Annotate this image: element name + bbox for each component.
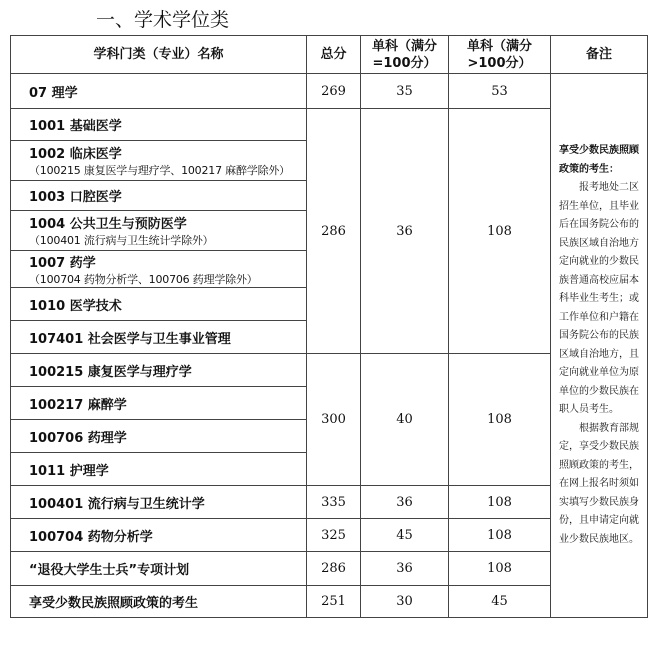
remark-paragraph: 报考地处二区招生单位，且毕业后在国务院公布的民族区域自治地方定向就业的少数民族普通高校应届本科毕业生考生；或工作单位和户籍在国务院公布的民族区域自治地方，且定向就业单位为原单位的少数民族在职人员考生。 [559, 182, 639, 415]
single-over-100-cell: 108 [449, 552, 551, 586]
subject-cell: 100217 麻醉学 [11, 387, 307, 420]
subject-cell: 1002 临床医学 （100215 康复医学与理疗学、100217 麻醉学除外） [11, 141, 307, 181]
header-subject: 学科门类（专业）名称 [11, 36, 307, 74]
subject-cell: 100401 流行病与卫生统计学 [11, 486, 307, 519]
remark-title: 享受少数民族照顾政策的考生： [559, 145, 639, 175]
total-cell: 251 [307, 586, 361, 618]
subject-cell: 100706 药理学 [11, 420, 307, 453]
subject-cell: 1001 基础医学 [11, 109, 307, 141]
subject-cell: 享受少数民族照顾政策的考生 [11, 586, 307, 618]
single-100-cell: 45 [361, 519, 449, 552]
section-heading: 一、学术学位类 [96, 9, 230, 31]
single-100-cell: 30 [361, 586, 449, 618]
header-row [11, 36, 648, 74]
total-cell: 286 [307, 552, 361, 586]
single-over-100-cell: 108 [449, 109, 551, 354]
single-over-100-cell: 108 [449, 519, 551, 552]
single-100-cell: 36 [361, 109, 449, 354]
table-row [11, 74, 648, 109]
total-cell: 335 [307, 486, 361, 519]
exclusion-note: （100704 药物分析学、100706 药理学除外） [29, 272, 258, 286]
header-total: 总分 [307, 36, 361, 74]
subject-cell: 1010 医学技术 [11, 288, 307, 321]
exclusion-note: （100215 康复医学与理疗学、100217 麻醉学除外） [29, 164, 290, 177]
subject-cell: 07 理学 [11, 74, 307, 109]
single-over-100-cell: 53 [449, 74, 551, 109]
total-cell: 325 [307, 519, 361, 552]
subject-cell: 100215 康复医学与理疗学 [11, 354, 307, 387]
single-over-100-cell: 108 [449, 354, 551, 486]
total-cell: 300 [307, 354, 361, 486]
remark-paragraph: 根据教育部规定，享受少数民族照顾政策的考生，在网上报名时须如实填写少数民族身份，且申请定向就业少数民族地区。 [559, 422, 639, 545]
subject-cell: 1003 口腔医学 [11, 181, 307, 211]
header-remark: 备注 [551, 36, 648, 74]
score-table [10, 35, 648, 618]
header-single-100: 单科（满分=100分） [361, 36, 449, 74]
subject-cell: 1004 公共卫生与预防医学 （100401 流行病与卫生统计学除外） [11, 211, 307, 251]
header-single-over-100: 单科（满分>100分） [449, 36, 551, 74]
single-100-cell: 36 [361, 486, 449, 519]
subject-cell: 1011 护理学 [11, 453, 307, 486]
single-100-cell: 35 [361, 74, 449, 109]
single-100-cell: 40 [361, 354, 449, 486]
subject-cell: 100704 药物分析学 [11, 519, 307, 552]
subject-cell: “退役大学生士兵”专项计划 [11, 552, 307, 586]
remark-cell [551, 74, 648, 618]
subject-cell: 107401 社会医学与卫生事业管理 [11, 321, 307, 354]
total-cell: 269 [307, 74, 361, 109]
subject-cell: 1007 药学 （100704 药物分析学、100706 药理学除外） [11, 251, 307, 288]
total-cell: 286 [307, 109, 361, 354]
single-over-100-cell: 108 [449, 486, 551, 519]
exclusion-note: （100401 流行病与卫生统计学除外） [29, 234, 214, 247]
single-100-cell: 36 [361, 552, 449, 586]
single-over-100-cell: 45 [449, 586, 551, 618]
